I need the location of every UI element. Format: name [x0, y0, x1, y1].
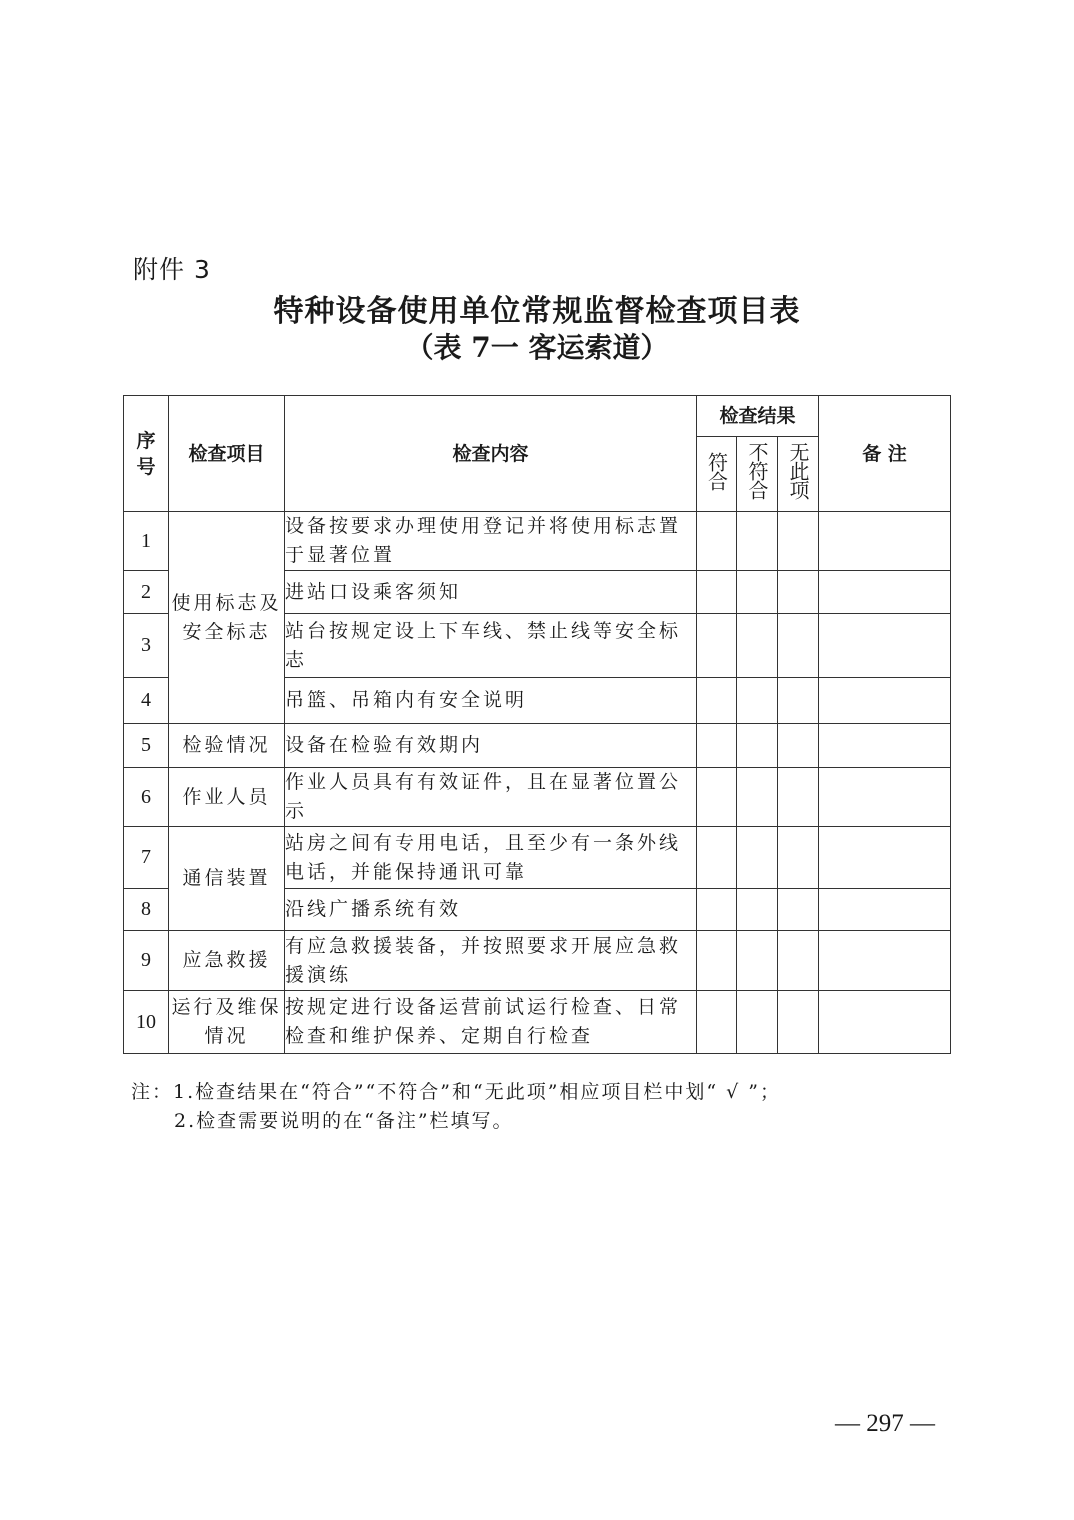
cell-na[interactable] — [778, 827, 819, 889]
header-content: 检查内容 — [285, 396, 697, 512]
row-content: 按规定进行设备运营前试运行检查、日常检查和维护保养、定期自行检查 — [285, 991, 697, 1054]
cell-na[interactable] — [778, 614, 819, 678]
header-result-conform: 符合 — [697, 437, 737, 512]
row-number: 4 — [124, 678, 169, 724]
table-row — [124, 768, 951, 827]
cell-conform[interactable] — [697, 889, 737, 931]
row-number: 1 — [124, 512, 169, 571]
cell-nonconform[interactable] — [737, 678, 778, 724]
cell-conform[interactable] — [697, 768, 737, 827]
cell-remark[interactable] — [819, 889, 951, 931]
header-result: 检查结果 — [697, 396, 819, 437]
document-title: 特种设备使用单位常规监督检查项目表 — [273, 294, 801, 329]
cell-conform[interactable] — [697, 827, 737, 889]
cell-na[interactable] — [778, 889, 819, 931]
row-number: 6 — [124, 768, 169, 827]
cell-conform[interactable] — [697, 724, 737, 768]
cell-na[interactable] — [778, 931, 819, 991]
row-content: 站房之间有专用电话，且至少有一条外线电话，并能保持通讯可靠 — [285, 827, 697, 889]
cell-na[interactable] — [778, 571, 819, 614]
table-row — [124, 991, 951, 1054]
row-number: 8 — [124, 889, 169, 931]
cell-remark[interactable] — [819, 724, 951, 768]
row-content: 设备按要求办理使用登记并将使用标志置于显著位置 — [285, 512, 697, 571]
table-row — [124, 931, 951, 991]
row-number: 7 — [124, 827, 169, 889]
cell-conform[interactable] — [697, 991, 737, 1054]
cell-remark[interactable] — [819, 571, 951, 614]
cell-conform[interactable] — [697, 512, 737, 571]
notes — [131, 1078, 781, 1136]
row-item: 应急救援 — [169, 931, 285, 991]
row-content: 进站口设乘客须知 — [285, 571, 697, 614]
cell-nonconform[interactable] — [737, 931, 778, 991]
cell-nonconform[interactable] — [737, 571, 778, 614]
row-content: 作业人员具有有效证件，且在显著位置公示 — [285, 768, 697, 827]
cell-remark[interactable] — [819, 512, 951, 571]
row-content: 吊篮、吊箱内有安全说明 — [285, 678, 697, 724]
row-content: 沿线广播系统有效 — [285, 889, 697, 931]
row-item: 运行及维保情况 — [169, 991, 285, 1054]
row-content: 设备在检验有效期内 — [285, 724, 697, 768]
header-remark: 备 注 — [819, 396, 951, 512]
page-number: — 297 — — [835, 1410, 935, 1437]
cell-nonconform[interactable] — [737, 724, 778, 768]
cell-na[interactable] — [778, 991, 819, 1054]
row-number: 10 — [124, 991, 169, 1054]
row-number: 5 — [124, 724, 169, 768]
cell-remark[interactable] — [819, 768, 951, 827]
header-seq: 序号 — [124, 396, 169, 512]
note-line-1: 注：1.检查结果在“符合”“不符合”和“无此项”相应项目栏中划“ √ ”； — [131, 1081, 782, 1103]
row-number: 3 — [124, 614, 169, 678]
cell-nonconform[interactable] — [737, 991, 778, 1054]
cell-conform[interactable] — [697, 931, 737, 991]
header-result-nonconform: 不符合 — [737, 437, 778, 512]
row-number: 9 — [124, 931, 169, 991]
cell-remark[interactable] — [819, 931, 951, 991]
cell-nonconform[interactable] — [737, 889, 778, 931]
cell-conform[interactable] — [697, 614, 737, 678]
cell-na[interactable] — [778, 512, 819, 571]
note-line-2: 2.检查需要说明的在“备注”栏填写。 — [174, 1110, 514, 1132]
header-item: 检查项目 — [169, 396, 285, 512]
row-item: 检验情况 — [169, 724, 285, 768]
row-item: 通信装置 — [169, 827, 285, 931]
cell-nonconform[interactable] — [737, 768, 778, 827]
cell-na[interactable] — [778, 678, 819, 724]
header-result-na: 无此项 — [778, 437, 819, 512]
cell-conform[interactable] — [697, 571, 737, 614]
cell-nonconform[interactable] — [737, 614, 778, 678]
table-row — [124, 724, 951, 768]
row-item: 使用标志及安全标志 — [169, 512, 285, 724]
cell-remark[interactable] — [819, 827, 951, 889]
attachment-label: 附件 3 — [133, 255, 211, 284]
cell-conform[interactable] — [697, 678, 737, 724]
cell-nonconform[interactable] — [737, 827, 778, 889]
row-content: 有应急救援装备，并按照要求开展应急救援演练 — [285, 931, 697, 991]
cell-remark[interactable] — [819, 614, 951, 678]
row-content: 站台按规定设上下车线、禁止线等安全标志 — [285, 614, 697, 678]
inspection-table — [123, 395, 951, 1054]
table-row — [124, 512, 951, 571]
cell-na[interactable] — [778, 768, 819, 827]
document-subtitle: （表 7一 客运索道） — [405, 331, 669, 364]
row-item: 作业人员 — [169, 768, 285, 827]
table-row — [124, 827, 951, 889]
row-number: 2 — [124, 571, 169, 614]
cell-remark[interactable] — [819, 678, 951, 724]
cell-remark[interactable] — [819, 991, 951, 1054]
cell-na[interactable] — [778, 724, 819, 768]
cell-nonconform[interactable] — [737, 512, 778, 571]
